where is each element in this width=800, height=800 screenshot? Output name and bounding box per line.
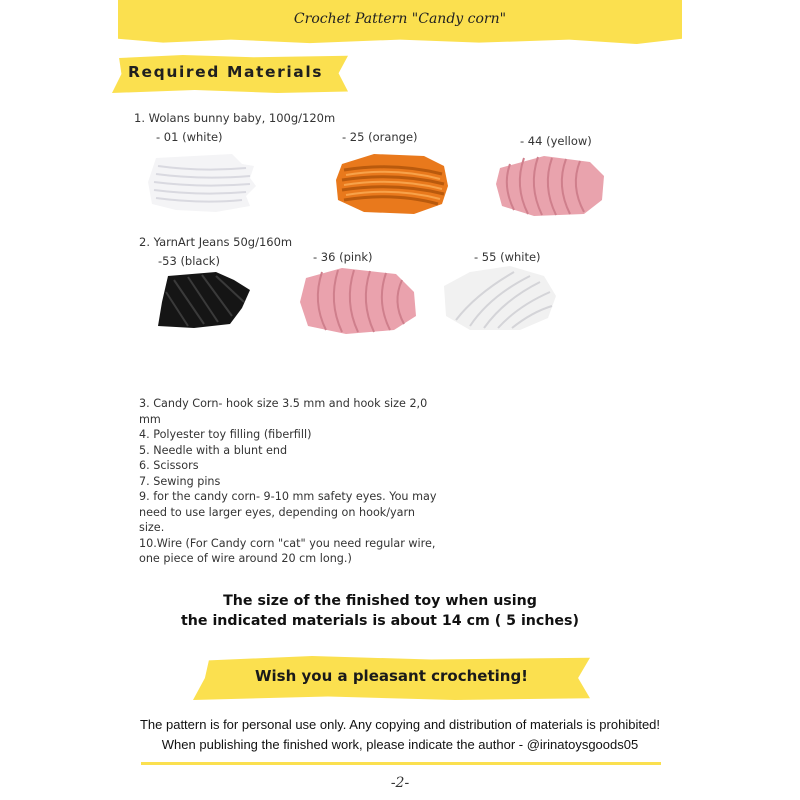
list-item: 9. for the candy corn- 9-10 mm safety eyes. You may need to use larger eyes, depending on hook/yarn size. — [139, 490, 437, 534]
yarn-color-label: - 01 (white) — [156, 130, 223, 144]
yarn-color-label: - 25 (orange) — [342, 130, 418, 144]
finished-size-note — [140, 591, 620, 631]
footer-divider — [141, 762, 661, 765]
copyright-notice — [110, 715, 690, 754]
yarn-skein-image — [334, 152, 450, 216]
wish-text: Wish you a pleasant crocheting! — [254, 667, 529, 685]
material-wolans-label: 1. Wolans bunny baby, 100g/120m — [134, 111, 336, 125]
size-note-line: The size of the finished toy when using — [223, 593, 537, 609]
page-number: -2- — [390, 775, 410, 791]
yarn-skein-image — [494, 154, 608, 218]
yarn-skein-image — [298, 268, 420, 334]
yarn-skein-image — [146, 152, 258, 214]
yarn-color-label: - 44 (yellow) — [520, 134, 592, 148]
yarn-skein-image — [440, 266, 560, 332]
list-item: 3. Candy Corn- hook size 3.5 mm and hook size 2,0 mm — [139, 397, 428, 426]
list-item: 6. Scissors — [139, 459, 199, 472]
page-header-title: Crochet Pattern "Candy corn" — [293, 11, 507, 27]
yarn-color-label: - 36 (pink) — [313, 250, 373, 264]
materials-list — [139, 396, 439, 567]
section-title: Required Materials — [128, 63, 324, 81]
yarn-color-label: - 55 (white) — [474, 250, 541, 264]
list-item: 10.Wire (For Candy corn "cat" you need regular wire, one piece of wire around 20 cm long.) — [139, 536, 436, 565]
material-yarnart-label: 2. YarnArt Jeans 50g/160m — [139, 235, 293, 249]
size-note-line: the indicated materials is about 14 cm ( 5 inches) — [181, 613, 579, 629]
list-item: 7. Sewing pins — [139, 474, 221, 488]
yarn-skein-image — [154, 272, 254, 330]
author-credit-line: When publishing the finished work, please indicate the author - @irinatoysgoods05 — [161, 736, 639, 752]
copyright-line: The pattern is for personal use only. Any copying and distribution of materials is prohibited! — [139, 717, 661, 732]
list-item: 4. Polyester toy filling (fiberfill) — [139, 428, 312, 441]
yarn-color-label: -53 (black) — [158, 254, 220, 268]
list-item: 5. Needle with a blunt end — [139, 443, 288, 457]
